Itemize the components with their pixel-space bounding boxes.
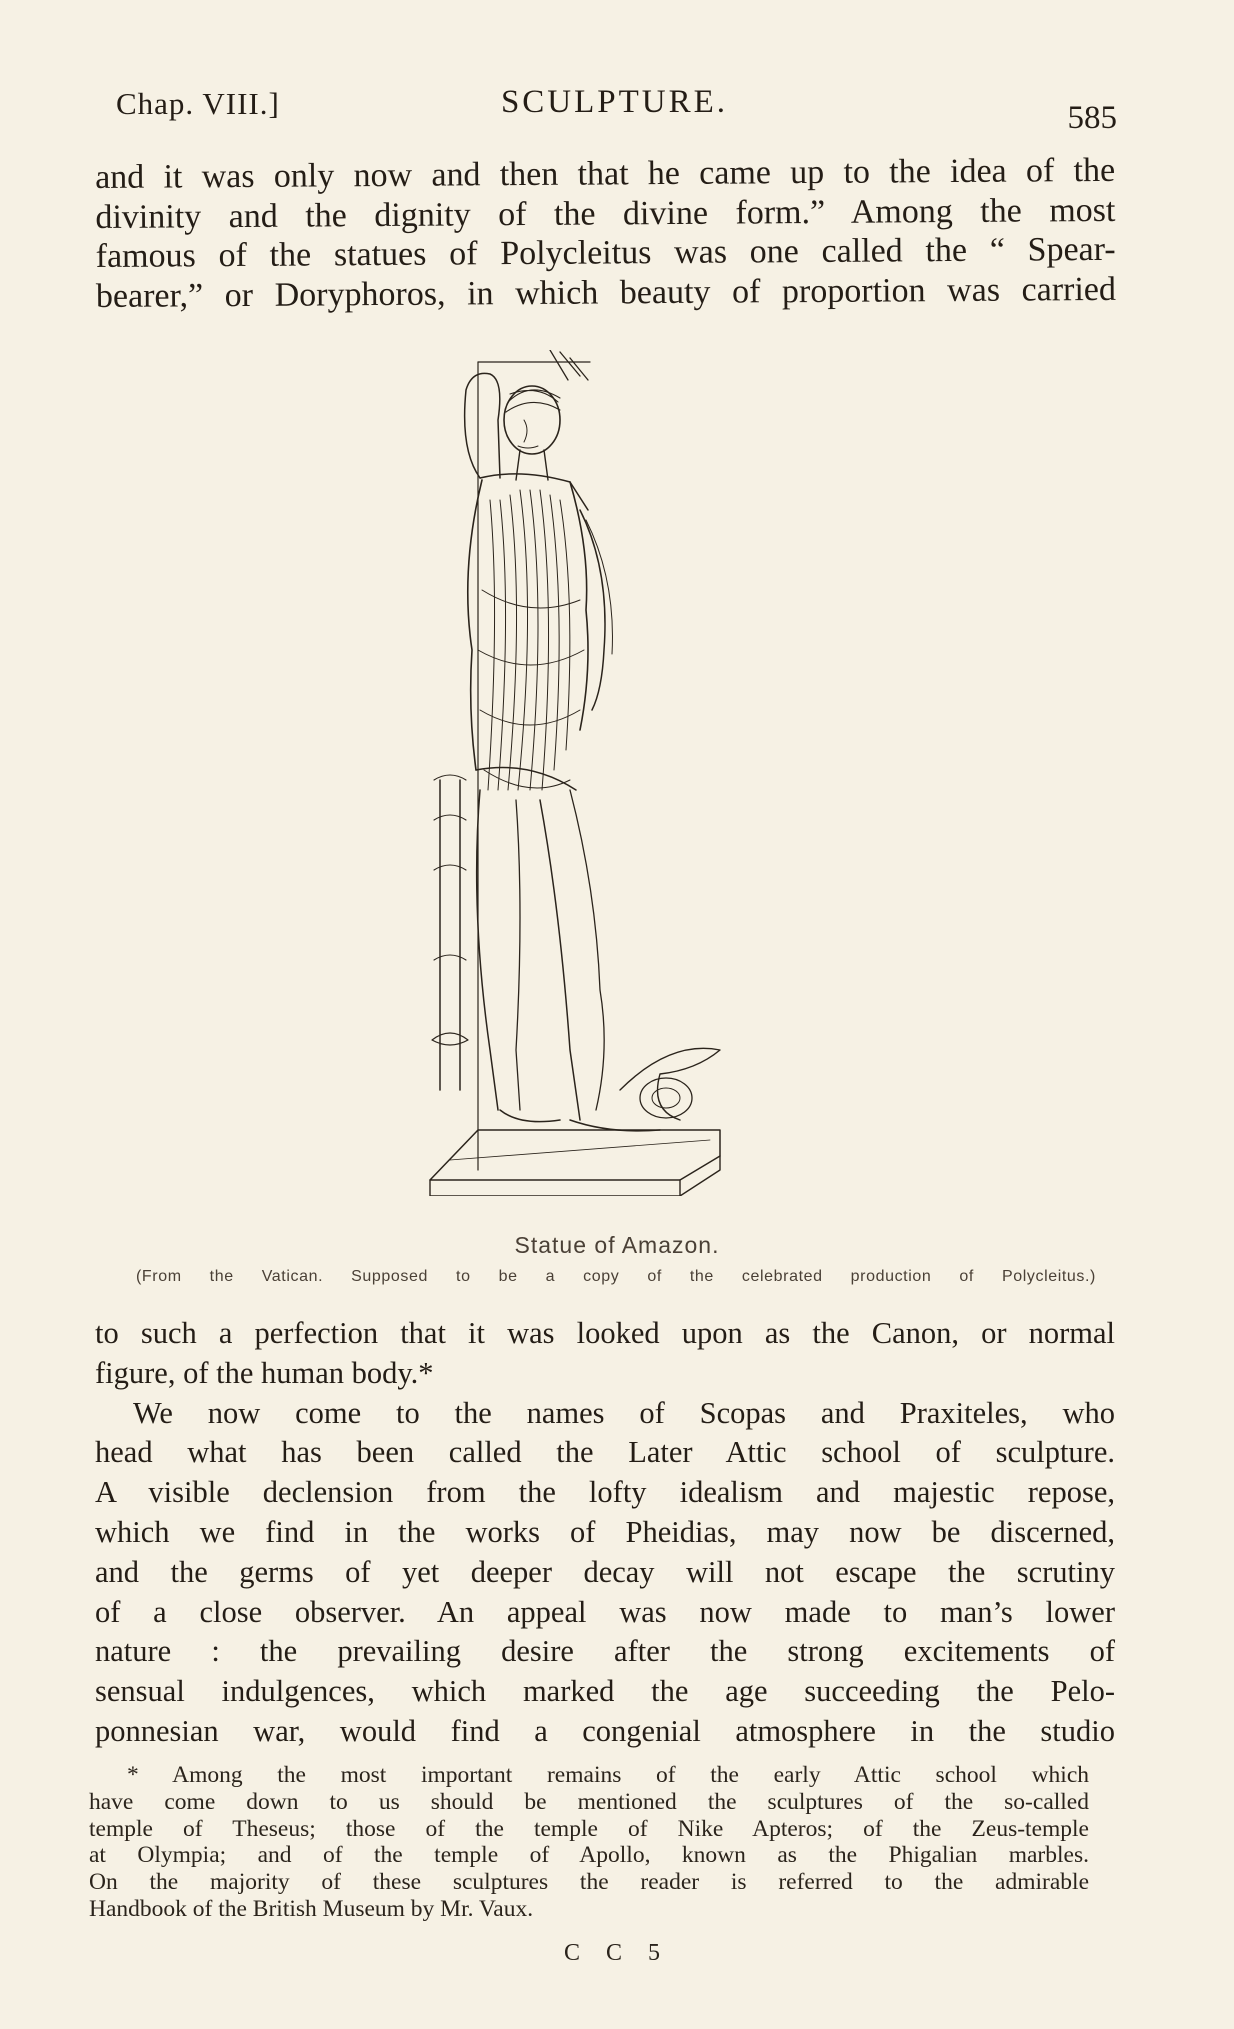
footnote-line: Handbook of the British Museum by Mr. Vaux. bbox=[89, 1895, 534, 1922]
footnote-line: On the majority of these sculptures the reader is referred to the admirable bbox=[89, 1869, 1089, 1896]
running-header bbox=[112, 78, 1117, 138]
figure-caption: Statue of Amazon. bbox=[514, 1232, 720, 1258]
text-line: ponnesian war, would find a congenial atmosphere in the studio bbox=[95, 1713, 1115, 1748]
page-number: 585 bbox=[1067, 100, 1117, 136]
text-line: A visible declension from the lofty idealism and majestic repose, bbox=[95, 1475, 1115, 1510]
main-paragraphs bbox=[95, 1314, 1115, 1752]
text-line: We now come to the names of Scopas and Praxiteles, who bbox=[133, 1395, 1115, 1430]
footnote-line: temple of Theseus; those of the temple of Nike Apteros; of the Zeus-temple bbox=[89, 1815, 1089, 1842]
footnote-line: * Among the most important remains of the early Attic school which bbox=[127, 1762, 1089, 1788]
text-line: which we find in the works of Pheidias, may now be discerned, bbox=[95, 1514, 1115, 1549]
top-paragraph bbox=[95, 151, 1116, 316]
signature-mark: C C 5 bbox=[563, 1940, 670, 1966]
text-line: famous of the statues of Polycleitus was one called the “ Spear- bbox=[95, 231, 1116, 276]
amazon-statue-illustration bbox=[420, 350, 780, 1196]
statue-engraving bbox=[420, 350, 780, 1196]
text-line: of a close observer. An appeal was now made to man’s lower bbox=[95, 1594, 1115, 1629]
text-line: to such a perfection that it was looked upon as the Canon, or normal bbox=[95, 1316, 1115, 1350]
text-line: and it was only now and then that he came up to the idea of the bbox=[95, 151, 1116, 196]
text-line: and the germs of yet deeper decay will not escape the scrutiny bbox=[95, 1554, 1115, 1589]
text-line: bearer,” or Doryphoros, in which beauty of proportion was carried bbox=[95, 270, 1117, 315]
text-line: nature : the prevailing desire after the strong excitements of bbox=[95, 1634, 1115, 1669]
text-line: divinity and the dignity of the divine form.” Among the most bbox=[95, 191, 1116, 236]
footnote-line: have come down to us should be mentioned the sculptures of the so-called bbox=[89, 1788, 1089, 1815]
figure-source-note: (From the Vatican. Supposed to be a copy of the celebrated production of Polycleitus.) bbox=[136, 1268, 1096, 1285]
footnote bbox=[89, 1762, 1089, 1923]
text-line: figure, of the human body.* bbox=[95, 1355, 434, 1390]
text-line: sensual indulgences, which marked the age succeeding the Pelo- bbox=[95, 1674, 1115, 1709]
footnote-line: at Olympia; and of the temple of Apollo, known as the Phigalian marbles. bbox=[89, 1842, 1089, 1869]
running-title: SCULPTURE. bbox=[500, 84, 729, 120]
chapter-label: Chap. VIII.] bbox=[116, 86, 280, 121]
text-line: head what has been called the Later Attic school of sculpture. bbox=[95, 1435, 1115, 1470]
